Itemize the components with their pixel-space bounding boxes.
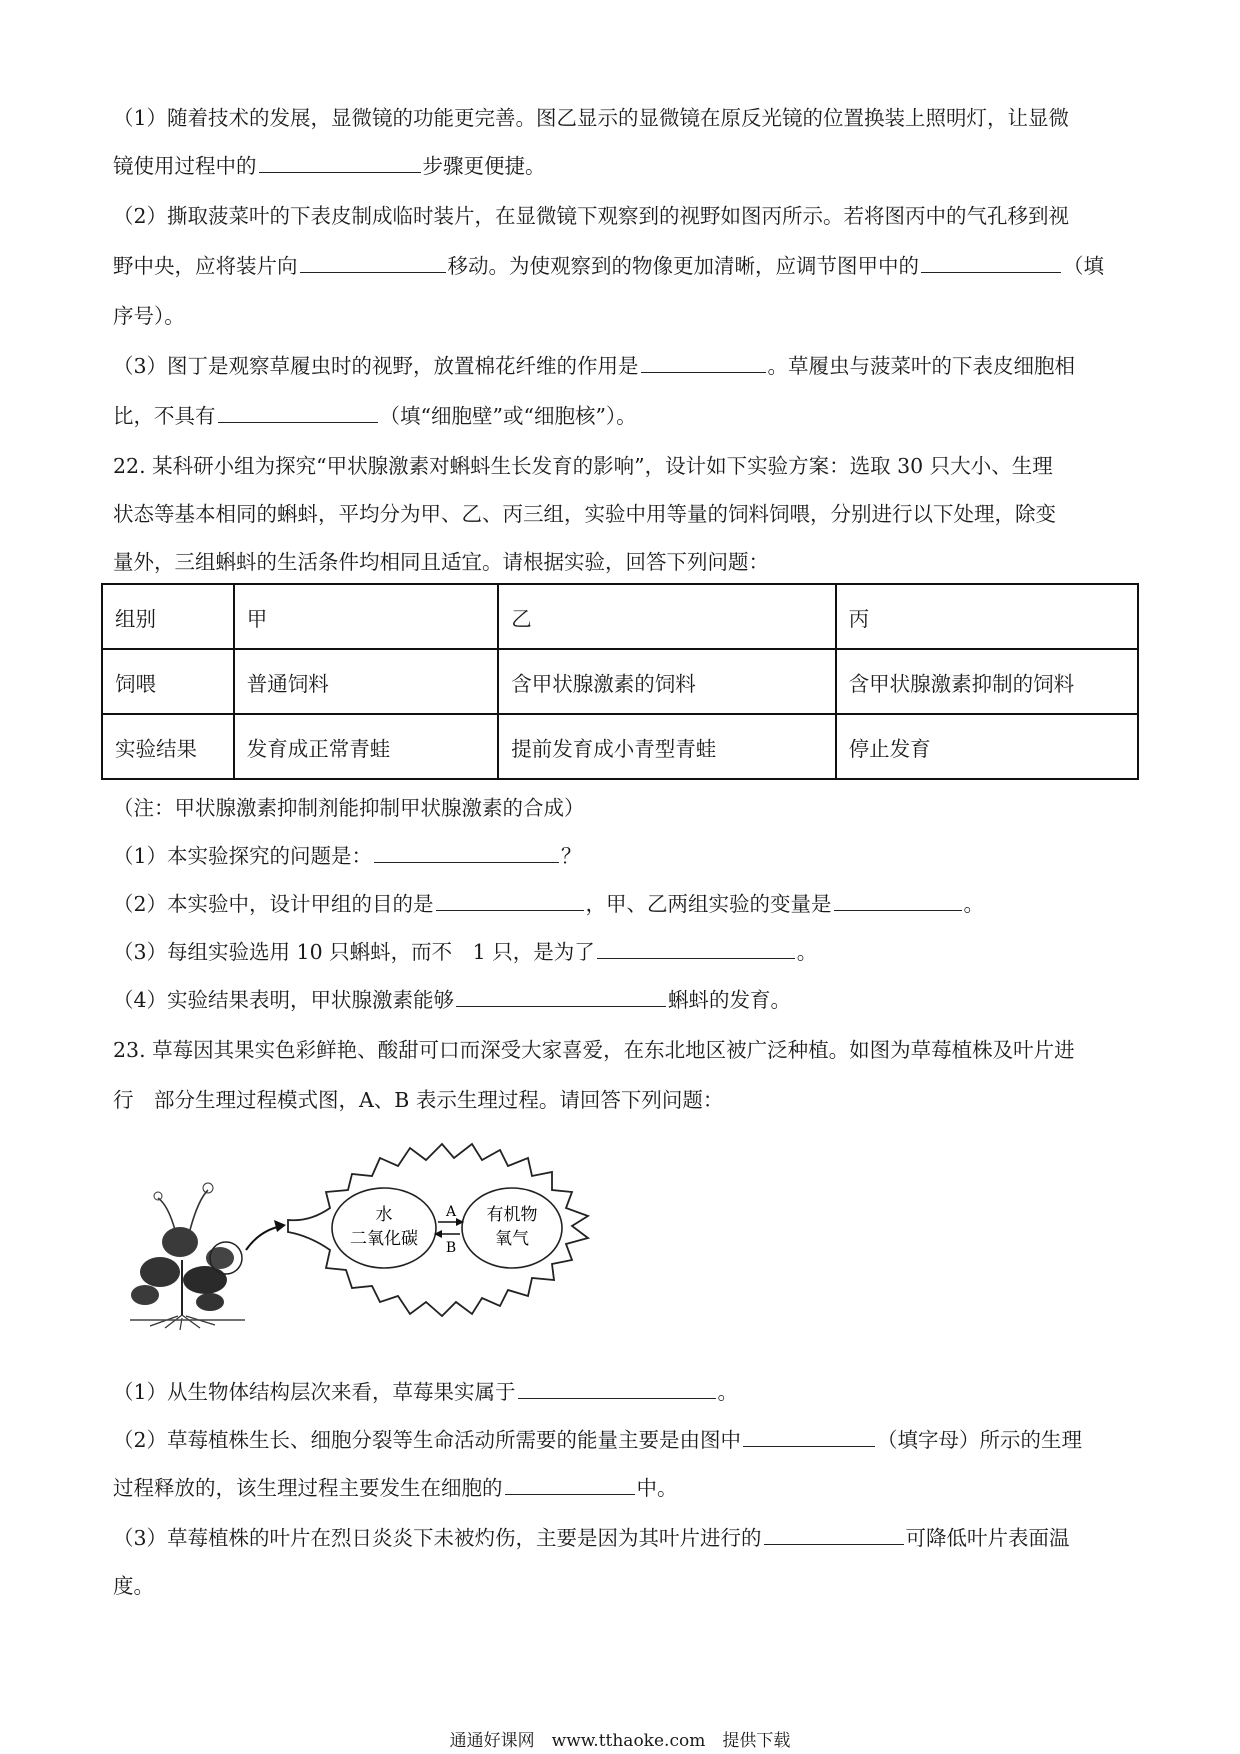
answer-blank[interactable] (259, 152, 421, 173)
answer-blank[interactable] (300, 252, 446, 273)
answer-blank[interactable] (597, 938, 795, 959)
text: （2）草莓植株生长、细胞分裂等生命活动所需要的能量主要是由图中 (113, 1428, 742, 1452)
table-cell: 提前发育成小青型青蛙 (498, 714, 835, 779)
text: 蝌蚪的发育。 (668, 988, 792, 1012)
text: （注：甲状腺激素抑制剂能抑制甲状腺激素的合成） (113, 796, 585, 820)
answer-blank[interactable] (518, 1378, 716, 1399)
text: 比，不具有 (113, 404, 216, 428)
q22-note (113, 794, 585, 822)
answer-blank[interactable] (505, 1474, 635, 1495)
experiment-table (101, 583, 1139, 780)
q21-part1-line2 (113, 152, 546, 180)
products-oval (462, 1188, 562, 1268)
text: （3）每组实验选用 10 只蝌蚪，而不 1 只，是为了 (113, 940, 595, 964)
text: 步骤更便捷。 (422, 154, 546, 178)
text: （2）本实验中，设计甲组的目的是 (113, 892, 434, 916)
reactants-oval (332, 1188, 436, 1268)
q23-sub3-line2 (113, 1572, 154, 1600)
text: ？ (561, 844, 582, 868)
text: 镜使用过程中的 (113, 154, 257, 178)
q22-intro-line1 (113, 452, 1053, 480)
right-oval-label-2: 氧气 (495, 1229, 529, 1249)
q21-part2-line3 (113, 302, 185, 330)
text: 。 (963, 892, 985, 916)
answer-blank[interactable] (641, 352, 766, 373)
table-cell: 含甲状腺激素的饲料 (498, 649, 835, 714)
text: 序号）。 (113, 304, 185, 328)
text: 量外，三组蝌蚪的生活条件均相同且适宜。请根据实验，回答下列问题： (113, 550, 769, 574)
strawberry-plant-icon (130, 1183, 245, 1330)
q22-sub2 (113, 890, 984, 918)
table-cell: 发育成正常青蛙 (234, 714, 498, 779)
strawberry-photosynthesis-figure (120, 1130, 710, 1330)
text: 状态等基本相同的蝌蚪，平均分为甲、乙、丙三组，实验中用等量的饲料饲喂，分别进行以下处理，除变 (113, 502, 1056, 526)
answer-blank[interactable] (921, 252, 1061, 273)
answer-blank[interactable] (436, 890, 584, 911)
text: （填字母）所示的生理 (877, 1428, 1083, 1452)
text: 22. 某科研小组为探究“甲状腺激素对蝌蚪生长发育的影响”，设计如下实验方案：选取 30 只大小、生理 (113, 454, 1053, 478)
table-cell: 甲 (234, 584, 498, 649)
page-footer: 通通好课网 www.tthaoke.com 提供下载 (449, 1731, 791, 1751)
answer-blank[interactable] (218, 402, 378, 423)
table-row (102, 584, 1138, 649)
left-oval-label-1: 水 (375, 1205, 393, 1225)
table-row (102, 649, 1138, 714)
text: ，甲、乙两组实验的变量是 (585, 892, 832, 916)
q22-sub3 (113, 938, 817, 966)
q23-intro-line1 (113, 1036, 1075, 1064)
q23-sub3-line1 (113, 1524, 1070, 1552)
right-oval-label-1: 有机物 (486, 1205, 538, 1225)
text: （3）草莓植株的叶片在烈日炎炎下未被灼伤，主要是因为其叶片进行的 (113, 1526, 762, 1550)
answer-blank[interactable] (834, 890, 962, 911)
text: 。草履虫与菠菜叶的下表皮细胞相 (767, 354, 1076, 378)
table-cell: 实验结果 (102, 714, 234, 779)
answer-blank[interactable] (764, 1524, 904, 1545)
q21-part1-line1 (113, 104, 1069, 132)
table-cell: 普通饲料 (234, 649, 498, 714)
q21-part3-line1 (113, 352, 1075, 380)
text: 度。 (113, 1574, 154, 1598)
text: 可降低叶片表面温 (905, 1526, 1070, 1550)
text: 野中央，应将装片向 (113, 254, 298, 278)
text: 中。 (636, 1476, 678, 1500)
table-cell: 停止发育 (836, 714, 1138, 779)
q23-sub2-line2 (113, 1474, 678, 1502)
text: （1）本实验探究的问题是： (113, 844, 373, 868)
q21-part2-line2 (113, 252, 1104, 280)
q23-sub2-line1 (113, 1426, 1082, 1454)
arrow-a-label: A (445, 1204, 457, 1220)
text: 行 部分生理过程模式图，A、B 表示生理过程。请回答下列问题： (113, 1088, 724, 1112)
table-cell: 乙 (498, 584, 835, 649)
q21-part3-line2 (113, 402, 637, 430)
text: 23. 草莓因其果实色彩鲜艳、酸甜可口而深受大家喜爱，在东北地区被广泛种植。如图为草莓植株及叶片进 (113, 1038, 1075, 1062)
text: （2）撕取菠菜叶的下表皮制成临时装片，在显微镜下观察到的视野如图丙所示。若将图丙中的气孔移到视 (113, 204, 1070, 228)
text: 。 (796, 940, 818, 964)
table-cell: 丙 (836, 584, 1138, 649)
q22-intro-line3 (113, 548, 769, 576)
text: （1）随着技术的发展，显微镜的功能更完善。图乙显示的显微镜在原反光镜的位置换装上照明灯，让显微 (113, 106, 1070, 130)
q23-intro-line2 (113, 1086, 723, 1114)
text: 过程释放的，该生理过程主要发生在细胞的 (113, 1476, 503, 1500)
table-cell: 含甲状腺激素抑制的饲料 (836, 649, 1138, 714)
q22-intro-line2 (113, 500, 1056, 528)
arrow-b-label: B (445, 1240, 457, 1256)
answer-blank[interactable] (374, 842, 559, 863)
table-row (102, 714, 1138, 779)
text: （4）实验结果表明，甲状腺激素能够 (113, 988, 455, 1012)
table-cell: 组别 (102, 584, 234, 649)
table-cell: 饲喂 (102, 649, 234, 714)
q22-sub4 (113, 986, 791, 1014)
q21-part2-line1 (113, 202, 1069, 230)
text: 。 (717, 1380, 739, 1404)
answer-blank[interactable] (456, 986, 666, 1007)
q22-sub1 (113, 842, 582, 870)
text: （3）图丁是观察草履虫时的视野，放置棉花纤维的作用是 (113, 354, 639, 378)
text: 移动。为使观察到的物像更加清晰，应调节图甲中的 (447, 254, 919, 278)
text: （填“细胞壁”或“细胞核”）。 (379, 404, 637, 428)
left-oval-label-2: 二氧化碳 (350, 1229, 418, 1249)
text: （填 (1063, 254, 1104, 278)
answer-blank[interactable] (743, 1426, 875, 1447)
text: （1）从生物体结构层次来看，草莓果实属于 (113, 1380, 516, 1404)
q23-sub1 (113, 1378, 738, 1406)
